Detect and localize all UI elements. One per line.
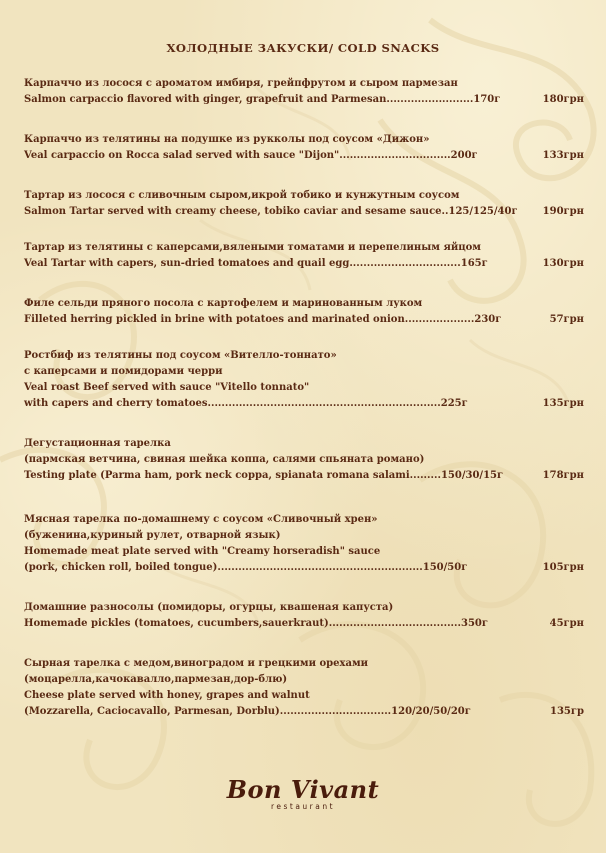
menu-item-text: (Mozzarella, Caciocavallo, Parmesan, Dorblu)................................120/20/50/20г — [24, 706, 471, 717]
menu-item-description-en — [24, 92, 584, 108]
menu-item-description — [24, 240, 584, 256]
menu-item-description-en — [24, 396, 584, 412]
menu-item — [24, 132, 584, 164]
menu-item-price: 105грн — [542, 562, 584, 573]
menu-item-description-en — [24, 256, 584, 272]
menu-item-description — [24, 76, 584, 92]
menu-item-description-en — [24, 468, 584, 484]
menu-item-text: Salmon carpaccio flavored with ginger, grapefruit and Parmesan.........................170г — [24, 94, 501, 105]
menu-item-text: (pork, chicken roll, boiled tongue)...........................................................150/50г — [24, 562, 468, 573]
menu-item — [24, 296, 584, 328]
menu-item-text: Veal Tartar with capers, sun-dried tomatoes and quail egg................................165г — [24, 258, 488, 269]
menu-item-description — [24, 512, 584, 528]
menu-item-text: Карпаччо из телятины на подушке из рукколы под соусом «Дижон» — [24, 134, 430, 145]
menu-item-price: 133грн — [542, 150, 584, 161]
menu-item-text: с каперсами и помидорами черри — [24, 366, 223, 377]
menu-item-text: Salmon Tartar served with creamy cheese, tobiko caviar and sesame sauce..125/125/40г — [24, 206, 518, 217]
menu-item — [24, 600, 584, 632]
menu-item-description — [24, 380, 584, 396]
menu-item-description-en — [24, 560, 584, 576]
menu-item-text: Дегустационная тарелка — [24, 438, 171, 449]
menu-item-text: Сырная тарелка с медом,виноградом и грецкими орехами — [24, 658, 369, 669]
menu-item-price: 135гр — [550, 706, 584, 717]
menu-item — [24, 76, 584, 108]
menu-item-description-en — [24, 704, 584, 720]
menu-item-price: 130грн — [542, 258, 584, 269]
menu-item-description — [24, 672, 584, 688]
menu-item-price: 135грн — [542, 398, 584, 409]
menu-item-price: 45грн — [549, 618, 584, 629]
menu-item-text: Veal roast Beef served with sauce "Vitello tonnato" — [24, 382, 310, 393]
menu-item-text: with capers and cherry tomatoes...................................................................225г — [24, 398, 468, 409]
menu-item-description — [24, 436, 584, 452]
menu-item-text: Карпаччо из лосося с ароматом имбиря, грейпфрутом и сыром пармезан — [24, 78, 458, 89]
footer-logo — [0, 775, 606, 811]
menu-item-price: 190грн — [542, 206, 584, 217]
menu-item-description — [24, 528, 584, 544]
menu-item-description — [24, 364, 584, 380]
brand-name: Bon Vivant — [226, 775, 380, 804]
menu-item — [24, 656, 584, 720]
menu-item-description-en — [24, 312, 584, 328]
menu-item-description — [24, 132, 584, 148]
menu-item-text: Cheese plate served with honey, grapes and walnut — [24, 690, 310, 701]
menu-item-text: Тартар из телятины с каперсами,вялеными томатами и перепелиным яйцом — [24, 242, 481, 253]
menu-item-price: 178грн — [542, 470, 584, 481]
menu-item-description — [24, 656, 584, 672]
menu-item-description — [24, 296, 584, 312]
menu-item-price: 180грн — [542, 94, 584, 105]
menu-item-description — [24, 600, 584, 616]
menu-item-text: Filleted herring pickled in brine with potatoes and marinated onion....................230г — [24, 314, 502, 325]
menu-item-description — [24, 348, 584, 364]
menu-item-text: Домашние разносолы (помидоры, огурцы, квашеная капуста) — [24, 602, 394, 613]
menu-item — [24, 436, 584, 484]
menu-item-text: Homemade pickles (tomatoes, cucumbers,sauerkraut)......................................350г — [24, 618, 489, 629]
menu-item-text: Мясная тарелка по-домашнему с соусом «Сливочный хрен» — [24, 514, 378, 525]
menu-item — [24, 348, 584, 412]
page-title: ХОЛОДНЫЕ ЗАКУСКИ/ COLD SNACKS — [166, 41, 440, 55]
menu-item-text: Veal carpaccio on Rocca salad served with sauce "Dijon"................................200г — [24, 150, 478, 161]
menu-item-description — [24, 688, 584, 704]
menu-item-description-en — [24, 204, 584, 220]
menu-item-price: 57грн — [549, 314, 584, 325]
menu-item-description — [24, 452, 584, 468]
menu-item-text: Homemade meat plate served with "Creamy horseradish" sauce — [24, 546, 381, 557]
menu-item-description-en — [24, 148, 584, 164]
menu-item-text: (буженина,куриный рулет, отварной язык) — [24, 530, 281, 541]
menu-item-text: Testing plate (Parma ham, pork neck coppa, spianata romana salami.........150/30/15г — [24, 470, 504, 481]
menu-item-description — [24, 544, 584, 560]
menu-item — [24, 512, 584, 576]
menu-item-description — [24, 188, 584, 204]
menu-item-text: Ростбиф из телятины под соусом «Вителло-тоннато» — [24, 350, 337, 361]
menu-item-text: (моцарелла,качокавалло,пармезан,дор-блю) — [24, 674, 288, 685]
menu-item-text: Филе сельди пряного посола с картофелем и маринованным луком — [24, 298, 423, 309]
menu-item — [24, 188, 584, 220]
menu-item-text: (пармская ветчина, свиная шейка коппа, салями спьяната романо) — [24, 454, 425, 465]
brand-subtitle: restaurant — [270, 802, 336, 811]
menu-item-text: Тартар из лосося с сливочным сыром,икрой тобико и кунжутным соусом — [24, 190, 460, 201]
menu-item — [24, 240, 584, 272]
menu-item-description-en — [24, 616, 584, 632]
